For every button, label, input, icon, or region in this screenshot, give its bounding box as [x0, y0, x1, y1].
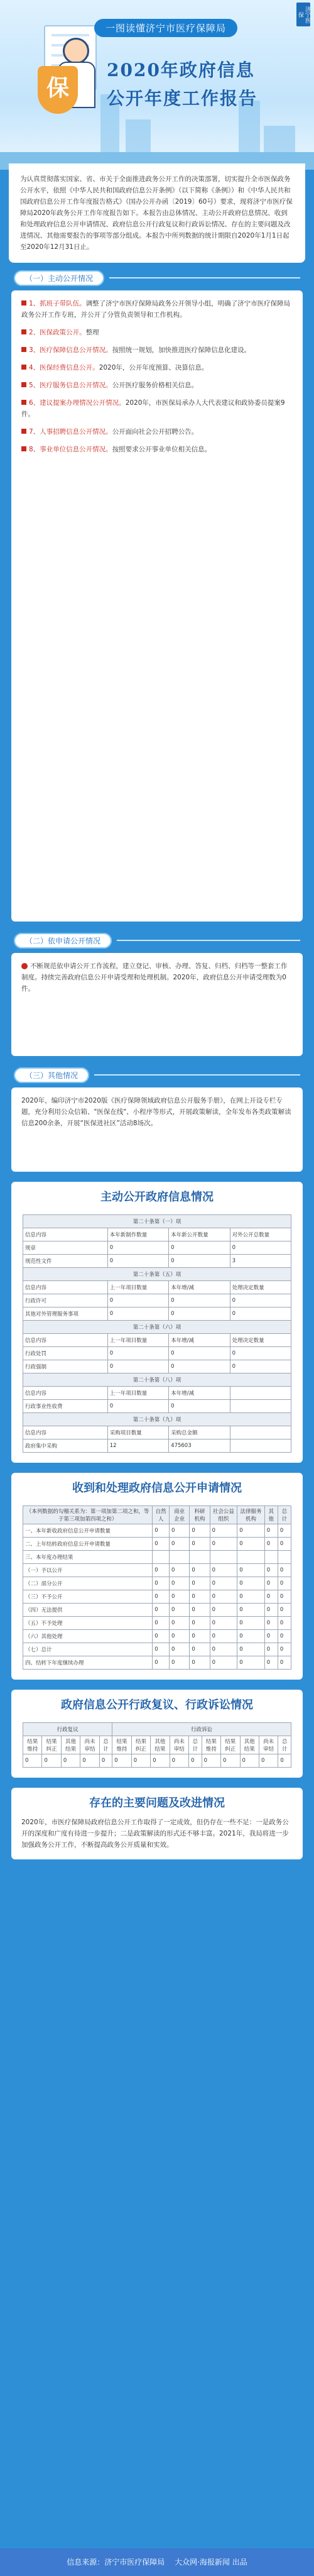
bullet-icon	[21, 329, 26, 334]
table-header: 其他	[264, 1506, 278, 1524]
item-text: 按照统一规划，加快推进医疗保障信息化建设。	[112, 346, 251, 354]
table-header: 本年新公开数量	[169, 1228, 230, 1241]
table-header	[230, 1426, 291, 1439]
table-cell	[264, 1551, 278, 1564]
table-cell: 0	[278, 1577, 291, 1590]
table-cell: 0	[170, 1604, 190, 1617]
item-heading: 6、建议提案办理情况公开情况。	[29, 399, 126, 407]
item-heading: 4、医保经费信息公开。	[29, 364, 99, 372]
table-header: 上一年项目数量	[107, 1334, 168, 1347]
table-header: 处理决定数量	[230, 1281, 291, 1294]
table-cell: 0	[210, 1564, 237, 1577]
table-cell: 0	[190, 1630, 210, 1643]
table-cell: 0	[107, 1241, 168, 1255]
bullet-icon	[21, 300, 26, 305]
table-header: 尚未审结	[80, 1736, 99, 1754]
table-title: 政府信息公开行政复议、行政诉讼情况	[61, 1698, 253, 1712]
bullet-icon	[21, 446, 26, 451]
table-row	[23, 1538, 291, 1551]
table-cell: 0	[264, 1643, 278, 1656]
table-cell: 规章	[23, 1241, 108, 1255]
table-cell: 0	[278, 1754, 291, 1768]
hero-banner	[0, 0, 314, 170]
apply-disclosure-box	[11, 953, 303, 1056]
table-header: 尚未审结	[170, 1736, 188, 1754]
table-cell: 0	[169, 1307, 230, 1321]
table-header: 本年新制作数量	[107, 1228, 168, 1241]
problems-text: 2020年，市医疗保障局政府信息公开工作取得了一定成效，但仍存在一些不足：一是政务公开的深度和广度有待进一步提升；二是政策解读的形式还不够丰富。2021年，我局将进一步加强政务公开工作，不断提高政务公开质量和实效。	[21, 1819, 289, 1849]
table-cell: 其他对外管理服务事项	[23, 1307, 108, 1321]
table-header: 本年增/减	[169, 1387, 230, 1400]
bullet-icon	[21, 963, 28, 969]
item-text: 调整了济宁市医疗保障局政务公开领导小组，明确了济宁市医疗保障局政务公开工作专班，并公开了分管负责领导和工作机构。	[21, 300, 291, 319]
table-cell: 0	[210, 1656, 237, 1670]
item-text: 2020年，公开年度预算、决算信息。	[99, 364, 208, 372]
table-cell: 二、上年结转政府信息公开申请数量	[23, 1538, 153, 1551]
table-cell: 0	[107, 1400, 168, 1413]
table-header: 其他结果	[240, 1736, 259, 1754]
table-cell: 0	[153, 1524, 170, 1538]
item-heading: 5、医疗服务信息公开情况。	[29, 382, 112, 389]
table-cell: 0	[170, 1656, 190, 1670]
item-heading: 8、事业单位信息公开情况。	[29, 446, 112, 453]
item-text: 按照要求公开事业单位相关信息。	[112, 446, 212, 453]
table-cell: 0	[278, 1617, 291, 1630]
table-cell: 0	[237, 1524, 265, 1538]
section-header-active	[14, 269, 300, 287]
table-cell: 0	[278, 1656, 291, 1670]
table-cell: （四）无法提供	[23, 1604, 153, 1617]
table-cell: 0	[259, 1754, 278, 1768]
table-header: 自然人	[153, 1506, 170, 1524]
table-cell: 0	[278, 1564, 291, 1577]
table-header: 总计	[189, 1736, 202, 1754]
table-row	[23, 1617, 291, 1630]
table-cell: 0	[264, 1590, 278, 1604]
table-header: 结果纠正	[221, 1736, 240, 1754]
table-row	[23, 1551, 291, 1564]
table-cell: 0	[230, 1347, 291, 1360]
table-row	[23, 1656, 291, 1670]
table-cell: 0	[169, 1400, 230, 1413]
item-text: 公开医疗服务价格相关信息。	[112, 382, 198, 389]
table-cell: 0	[230, 1360, 291, 1373]
review-table	[19, 1719, 295, 1773]
table-cell	[230, 1400, 291, 1413]
table-header: 社会公益组织	[210, 1506, 237, 1524]
bullet-icon	[21, 347, 26, 352]
table-header: 上一年项目数量	[107, 1281, 168, 1294]
section-divider	[94, 1074, 300, 1076]
table-cell: 0	[190, 1643, 210, 1656]
list-item	[21, 426, 293, 438]
table-row	[23, 1524, 291, 1538]
table-cell: 政府集中采购	[23, 1439, 108, 1453]
table-cell: 0	[170, 1643, 190, 1656]
table-cell: 0	[169, 1255, 230, 1268]
table-cell: 0	[107, 1307, 168, 1321]
table-group-label: 第二十条第（九）项	[23, 1413, 291, 1426]
table-header: 信息内容	[23, 1387, 108, 1400]
table-cell	[210, 1551, 237, 1564]
table-title: 收到和处理政府信息公开申请情况	[72, 1482, 242, 1495]
bullet-icon	[21, 382, 26, 387]
table-cell: 0	[230, 1294, 291, 1307]
table-header: 处理决定数量	[230, 1334, 291, 1347]
list-item	[21, 380, 293, 391]
table-cell: 0	[153, 1643, 170, 1656]
table-cell: （二）部分公开	[23, 1577, 153, 1590]
table-cell: 0	[170, 1538, 190, 1551]
table-cell: （六）其他处理	[23, 1630, 153, 1643]
intro-paragraph: 为认真贯彻落实国家、省、市关于全面推进政务公开工作的决策部署，切实提升全市医保政务公开水平，依照《中华人民共和国政府信息公开条例》（以下简称《条例》）和《中华人民共和国政府信息公开工作年度报告格式》（国办公开办函〔2019〕60号）要求，现将济宁市医疗保障局2020年政务公开工作年度报告如下。本报告由总体情况、主动公开政府信息情况、收到和处理政府信息公开申请情况、政府信息公开行政复议和行政诉讼情况、存在的主要问题及改进情况、其他需要报告的事项等部分组成。本报告中所列数据的统计期限自2020年1月1日起至2020年12月31日止。	[9, 163, 305, 263]
item-heading: 7、人事招聘信息公开情况。	[29, 428, 112, 436]
table-cell: 0	[210, 1630, 237, 1643]
table-cell: 行政处罚	[23, 1347, 108, 1360]
table-row	[23, 1643, 291, 1656]
table-cell: 0	[189, 1754, 202, 1768]
table-header: （本列数据的勾稽关系为：第一项加第二项之和，等于第三项加第四项之和）	[23, 1506, 153, 1524]
section-tag: （二）依申请公开情况	[14, 933, 112, 949]
table-cell: 行政事业性收费	[23, 1400, 108, 1413]
table-cell: 0	[99, 1754, 112, 1768]
section-divider	[109, 277, 300, 278]
bullet-icon	[21, 429, 26, 434]
table-cell: 0	[210, 1590, 237, 1604]
table-cell: 0	[240, 1754, 259, 1768]
table-cell: 0	[210, 1617, 237, 1630]
table-cell: 0	[237, 1604, 265, 1617]
table-cell: 0	[107, 1360, 168, 1373]
table-row	[23, 1577, 291, 1590]
table-cell	[153, 1551, 170, 1564]
table-cell: 0	[153, 1630, 170, 1643]
table-cell: 三、本年度办理结果	[23, 1551, 153, 1564]
active-table	[19, 1211, 295, 1458]
table-cell: 0	[153, 1590, 170, 1604]
list-item	[21, 344, 293, 356]
table-cell: 0	[153, 1564, 170, 1577]
table-header: 信息内容	[23, 1426, 108, 1439]
table-cell: 0	[237, 1630, 265, 1643]
table-cell: 0	[42, 1754, 61, 1768]
item-text: 公开面向社会公开招聘公告。	[112, 428, 198, 436]
footer	[0, 2548, 314, 2576]
table-cell: 0	[278, 1524, 291, 1538]
table-row	[23, 1241, 291, 1255]
table-cell: 0	[278, 1643, 291, 1656]
table-header: 结果纠正	[42, 1736, 61, 1754]
table-cell: 0	[170, 1590, 190, 1604]
table-cell: 0	[210, 1577, 237, 1590]
table-header: 行政诉讼	[112, 1723, 291, 1736]
table-header: 采购项目数量	[107, 1426, 168, 1439]
table-cell: 0	[237, 1564, 265, 1577]
footer-publisher: 大众网·海报新闻 出品	[175, 2558, 247, 2567]
item-text: 整理	[85, 329, 99, 336]
table-review-card	[11, 1690, 303, 1778]
table-cell: 0	[264, 1564, 278, 1577]
header-pill: 一图读懂济宁市医疗保障局	[94, 19, 237, 37]
table-cell: 0	[80, 1754, 99, 1768]
table-cell: 0	[190, 1656, 210, 1670]
table-cell: 0	[107, 1255, 168, 1268]
table-cell: 0	[190, 1564, 210, 1577]
table-cell: 0	[264, 1630, 278, 1643]
table-header: 商业企业	[170, 1506, 190, 1524]
table-row	[23, 1347, 291, 1360]
table-row	[23, 1630, 291, 1643]
table-cell: 0	[169, 1294, 230, 1307]
table-cell: 0	[278, 1538, 291, 1551]
table-cell: 0	[153, 1577, 170, 1590]
table-header: 结果纠正	[131, 1736, 150, 1754]
table-header: 法律服务机构	[237, 1506, 265, 1524]
page-title-line2: 公开年度工作报告	[107, 88, 258, 109]
table-row	[23, 1439, 291, 1453]
table-row	[23, 1604, 291, 1617]
bullet-icon	[21, 400, 26, 405]
table-header	[230, 1387, 291, 1400]
table-cell: 0	[210, 1643, 237, 1656]
table-header: 对外公开总数量	[230, 1228, 291, 1241]
table-cell: （一）予以公开	[23, 1564, 153, 1577]
problems-card	[11, 1788, 303, 1859]
table-row	[23, 1400, 291, 1413]
list-item	[21, 444, 293, 455]
table-cell	[237, 1551, 265, 1564]
table-group-label: 第二十条第（八）项	[23, 1373, 291, 1387]
table-cell: 0	[202, 1754, 220, 1768]
table-title: 主动公开政府信息情况	[100, 1191, 214, 1204]
table-cell: 0	[221, 1754, 240, 1768]
table-group-label: 第二十条第（一）项	[23, 1215, 291, 1228]
table-cell: 0	[131, 1754, 150, 1768]
table-cell: 0	[237, 1656, 265, 1670]
table-cell: 行政强制	[23, 1360, 108, 1373]
table-cell: 0	[278, 1590, 291, 1604]
table-row	[23, 1255, 291, 1268]
list-item	[21, 298, 293, 321]
table-cell: （七）总计	[23, 1643, 153, 1656]
table-cell: 0	[170, 1564, 190, 1577]
table-row	[23, 1564, 291, 1577]
table-cell	[230, 1439, 291, 1453]
table-cell: 0	[153, 1538, 170, 1551]
table-cell: 0	[264, 1524, 278, 1538]
table-title: 存在的主要问题及改进情况	[89, 1797, 225, 1810]
table-cell: 0	[170, 1617, 190, 1630]
section-divider	[117, 940, 300, 941]
table-header: 结果维持	[202, 1736, 220, 1754]
list-item	[21, 397, 293, 420]
table-header: 科研机构	[190, 1506, 210, 1524]
item-heading: 2、医保政策公开。	[29, 329, 86, 336]
table-cell: 四、结转下年度继续办理	[23, 1656, 153, 1670]
section-header-apply	[14, 932, 300, 949]
table-cell: （三）不予公开	[23, 1590, 153, 1604]
table-row	[23, 1360, 291, 1373]
section-header-other	[14, 1066, 300, 1084]
table-cell: 0	[210, 1524, 237, 1538]
table-cell	[170, 1551, 190, 1564]
table-cell: 0	[278, 1604, 291, 1617]
active-disclosure-box	[11, 290, 303, 922]
table-header: 总计	[278, 1736, 291, 1754]
table-header: 信息内容	[23, 1228, 108, 1241]
table-header: 行政复议	[23, 1723, 112, 1736]
table-header: 其他结果	[151, 1736, 170, 1754]
table-cell: 0	[230, 1307, 291, 1321]
table-header: 尚未审结	[259, 1736, 278, 1754]
table-cell: 0	[169, 1347, 230, 1360]
list-item	[21, 327, 293, 338]
other-text: 2020年，编印济宁市2020版《医疗保障领域政府信息公开服务手册》，在网上开设专栏专题，充分利用公众信箱、"医保在线"、小程序等形式，开展政策解读，全年发布各类政策解读信息200余条，开展“医保进社区”活动8场次。	[21, 1097, 291, 1127]
table-apply-card	[11, 1473, 303, 1680]
table-header: 采购总金额	[169, 1426, 230, 1439]
table-cell: 一、本年新收政府信息公开申请数量	[23, 1524, 153, 1538]
table-cell: 0	[190, 1604, 210, 1617]
table-header: 信息内容	[23, 1334, 108, 1347]
table-cell: 0	[153, 1604, 170, 1617]
table-cell: 0	[169, 1241, 230, 1255]
table-header: 本年增/减	[169, 1281, 230, 1294]
table-cell: 0	[107, 1294, 168, 1307]
table-cell: 0	[264, 1656, 278, 1670]
apply-table	[19, 1502, 295, 1675]
table-cell: 0	[153, 1656, 170, 1670]
table-cell: 0	[61, 1754, 80, 1768]
doctor-head	[63, 38, 89, 64]
table-cell: 0	[264, 1577, 278, 1590]
table-row	[23, 1590, 291, 1604]
table-header: 信息内容	[23, 1281, 108, 1294]
table-cell: 0	[264, 1604, 278, 1617]
table-cell: 0	[169, 1360, 230, 1373]
table-cell	[278, 1551, 291, 1564]
corner-badge: 济宁医保	[296, 3, 310, 26]
table-cell: 0	[190, 1524, 210, 1538]
table-cell: 0	[112, 1754, 131, 1768]
table-cell: 0	[210, 1538, 237, 1551]
table-cell: 3	[230, 1255, 291, 1268]
table-cell: 0	[190, 1590, 210, 1604]
table-header: 本年增/减	[169, 1334, 230, 1347]
table-cell: 0	[264, 1538, 278, 1551]
table-cell: 0	[190, 1617, 210, 1630]
item-heading: 1、抓班子带队伍。	[29, 300, 86, 307]
table-cell: 0	[170, 1524, 190, 1538]
table-header: 其他结果	[61, 1736, 80, 1754]
table-cell: （五）不予处理	[23, 1617, 153, 1630]
table-header: 总计	[278, 1506, 291, 1524]
list-item	[21, 362, 293, 373]
item-heading: 3、医疗保障信息公开情况。	[29, 346, 112, 354]
table-cell: 0	[170, 1577, 190, 1590]
table-cell: 12	[107, 1439, 168, 1453]
apply-text: 不断规范依申请公开工作流程，建立登记、审核、办理、答复、归档、归档等一整套工作制度。持续完善政府信息公开申请受理和处理机制。2020年，政府信息公开申请受理数为0件。	[21, 962, 288, 993]
table-cell: 0	[170, 1630, 190, 1643]
other-box	[11, 1087, 303, 1172]
item-text: 2020年，市医保局承办人大代表建议和政协委员提案9件。	[21, 399, 285, 418]
table-cell: 0	[237, 1590, 265, 1604]
table-cell: 0	[278, 1630, 291, 1643]
table-cell: 0	[230, 1241, 291, 1255]
insurance-shield-icon: 保	[38, 66, 78, 114]
table-header: 总计	[99, 1736, 112, 1754]
table-group-label: 第二十条第（五）项	[23, 1268, 291, 1281]
table-cell: 0	[237, 1538, 265, 1551]
table-cell: 行政许可	[23, 1294, 108, 1307]
table-row	[23, 1294, 291, 1307]
table-active-card	[11, 1182, 303, 1463]
table-cell	[190, 1551, 210, 1564]
table-cell: 0	[210, 1604, 237, 1617]
table-header: 结果维持	[112, 1736, 131, 1754]
table-cell: 0	[237, 1643, 265, 1656]
table-group-label: 第二十条第（六）项	[23, 1321, 291, 1334]
table-cell: 0	[23, 1754, 42, 1768]
section-tag: （三）其他情况	[14, 1067, 89, 1083]
table-cell: 0	[190, 1577, 210, 1590]
table-cell: 0	[170, 1754, 188, 1768]
bullet-icon	[21, 365, 26, 370]
table-cell: 0	[237, 1617, 265, 1630]
table-header: 上一年项目数量	[107, 1387, 168, 1400]
table-cell: 475603	[169, 1439, 230, 1453]
page-title-line1: 2020年政府信息	[107, 60, 255, 80]
table-cell: 规范性文件	[23, 1255, 108, 1268]
table-cell: 0	[264, 1617, 278, 1630]
table-header: 结果维持	[23, 1736, 42, 1754]
table-cell: 0	[190, 1538, 210, 1551]
table-cell: 0	[107, 1347, 168, 1360]
table-cell: 0	[237, 1577, 265, 1590]
table-cell: 0	[153, 1617, 170, 1630]
table-row	[23, 1307, 291, 1321]
section-tag: （一）主动公开情况	[14, 270, 104, 286]
table-cell: 0	[151, 1754, 170, 1768]
footer-source: 信息来源：济宁市医疗保障局	[67, 2558, 165, 2567]
